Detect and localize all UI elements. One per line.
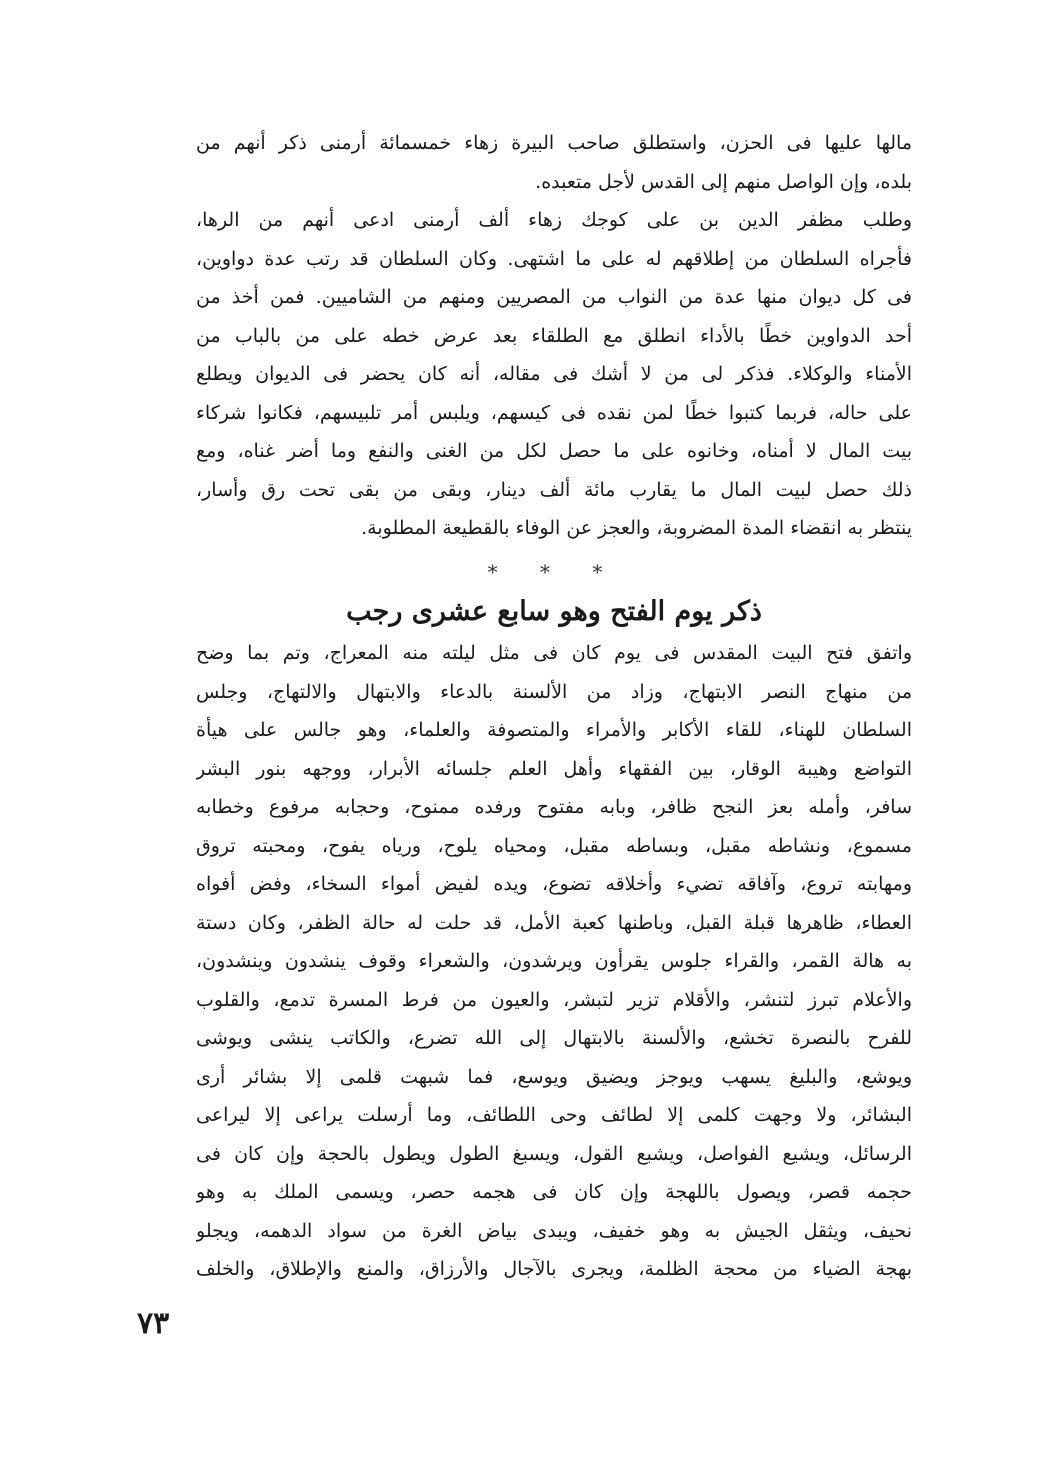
text-line: بيت المال لا أمناه، وخانوه على ما حصل لكل من الغنى والنفع وما أضر غناه، ومع: [196, 440, 912, 462]
text-line: بهجة الضياء من محجة الظلمة، ويجرى بالآجال والأرزاق، والمنع والإطلاق، والخلف: [196, 1258, 912, 1280]
text-line: ينتظر به انقضاء المدة المضروبة، والعجز عن الوفاء بالقطيعة المطلوبة.: [361, 517, 912, 539]
text-line: بلده، وإن الواصل منهم إلى القدس لأجل متعبده.: [535, 170, 912, 193]
text-line: حجمه قصر، ويصول باللهجة وإن كان فى هجمه حصر، ويسمى الملك به وهو: [196, 1181, 912, 1203]
text-line: الرسائل، ويشيع الفواصل، ويشبع القول، ويسبغ الطول ويطول بالحجة وإن كان فى: [196, 1142, 912, 1165]
text-line: نحيف، ويثقل الجيش به وهو خفيف، ويبدى بياض الغرة من سواد الدهمه، ويجلو: [196, 1219, 912, 1242]
text-line: مسموع، ونشاطه مقبل، وبساطه مقبل، ومحياه يلوح، ورياه يفوح، ومحبته تروق: [196, 834, 912, 857]
text-line: البشائر، ولا وجهت كلمى إلا لطائف وحى اللطائف، وما أرسلت يراعى إلا ليراعى: [196, 1104, 912, 1126]
text-line: السلطان للهناء، للقاء الأكابر والأمراء والمتصوفة والعلماء، وهو جالس على هيأة: [196, 719, 912, 741]
first-section: [196, 124, 912, 548]
text-line: أحد الدواوين خطًا بالأداء انطلق مع الطلقاء بعد عرض خطه على من بالباب من: [196, 324, 912, 347]
text-line: ويوشع، والبليغ يسهب ويوجز ويضيق ويوسع، فما شبهت قلمى إلا بشائر أرى: [196, 1065, 912, 1088]
section-separator: * * *: [487, 560, 621, 584]
text-line: الأمناء والوكلاء. فذكر لى من لا أشك فى مقاله، أنه كان يحضر فى الديوان ويطلع: [196, 363, 912, 385]
text-line: وطلب مظفر الدين بن على كوجك زهاء ألف أرمنى ادعى أنهم من الرها،: [196, 209, 912, 231]
text-line: مالها عليها فى الحزن، واستطلق صاحب البيرة زهاء خمسمائة أرمنى ذكر أنهم من: [196, 132, 912, 154]
text-line: من منهاج النصر الابتهاج، وزاد من الألسنة بالدعاء والابتهال والالتهاج، وجلس: [196, 680, 912, 703]
text-line: والأعلام تبرز لتنشر، والأقلام تزير لتبشر، والعيون من فرط المسرة تدمع، والقلوب: [196, 988, 912, 1011]
text-line: العطاء، ظاهرها قبلة القبل، وباطنها كعبة الأمل، قد حلت له حالة الظفر، وكان دستة: [196, 911, 912, 934]
second-section: [196, 634, 912, 1289]
text-line: فى كل ديوان منها عدة من النواب من المصريين ومنهم من الشاميين. فمن أخذ من: [196, 286, 912, 308]
text-line: ومهابته تروع، وآفاقه تضيء وأخلاقه تضوع، ويده لفيض أمواء السخاء، وفض أفواه: [196, 873, 912, 895]
text-line: فأجراه السلطان من إطلاقهم له على ما اشتهى. وكان السلطان قد رتب عدة دواوين،: [196, 247, 912, 270]
text-line: للفرح بالنصرة تخشع، والألسنة بالابتهال إلى الله تضرع، والكاتب ينشى ويوشى: [196, 1027, 912, 1049]
text-line: واتفق فتح البيت المقدس فى يوم كان فى مثل ليلته منه المعراج، وتم بما وضح: [196, 642, 912, 664]
text-line: به هالة القمر، والقراء جلوس يقرأون ويرشدون، والشعراء وقوف ينشدون وينشدون،: [196, 950, 912, 972]
text-line: على حاله، فربما كتبوا خطًا لمن نقده فى كيسهم، ويلبس أمر تلبيسهم، فكانوا شركاء: [196, 401, 912, 424]
text-line: ذلك حصل لبيت المال ما يقارب مائة ألف دينار، وبقى من بقى تحت رق وأسار،: [196, 478, 912, 501]
section-heading: ذكر يوم الفتح وهو سابع عشرى رجب: [346, 596, 762, 627]
text-line: التواضع وهيبة الوقار، بين الفقهاء وأهل العلم جلسائه الأبرار، ووجهه بنور البشر: [196, 757, 912, 780]
page-number: ٧٣: [137, 1306, 170, 1341]
text-line: سافر، وأمله بعز النجح ظافر، وبابه مفتوح ورفده ممنوح، وحجابه مرفوع وخطابه: [196, 796, 912, 818]
